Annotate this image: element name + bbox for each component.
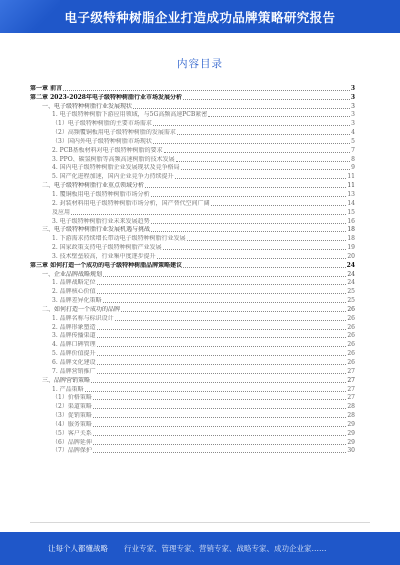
toc-entry-page: 26 xyxy=(347,314,355,322)
toc-entry-page: 5 xyxy=(351,137,355,145)
toc-entry-page: 3 xyxy=(351,102,355,110)
toc-leader-dots xyxy=(211,205,347,206)
toc-entry[interactable] xyxy=(30,323,355,332)
toc-entry-page: 26 xyxy=(347,332,355,340)
toc-leader-dots xyxy=(153,125,350,126)
toc-entry[interactable] xyxy=(30,296,355,305)
toc-entry-label: 二、电子级特种树脂行业重点领域分析 xyxy=(42,182,145,190)
toc-entry-label: 3. 电子级特种树脂行业未来发展趋势 xyxy=(52,217,150,225)
toc-leader-dots xyxy=(183,267,346,268)
toc-entry-label: 二、如何打造一个成功的品牌 xyxy=(42,305,121,313)
toc-leader-dots xyxy=(103,302,347,303)
toc-entry[interactable] xyxy=(30,137,355,146)
toc-leader-dots xyxy=(187,240,347,241)
toc-leader-dots xyxy=(91,382,346,383)
toc-leader-dots xyxy=(181,169,351,170)
toc-leader-dots xyxy=(145,187,346,188)
toc-entry-label: 3. 品牌传播渠道 xyxy=(52,332,96,340)
toc-entry[interactable] xyxy=(30,190,355,199)
header-decoration xyxy=(0,0,60,33)
toc-entry[interactable] xyxy=(30,270,355,279)
toc-leader-dots xyxy=(97,284,347,285)
toc-entry-label: 1. 下游需求持续增长带动电子级特种树脂行业发展 xyxy=(52,235,186,243)
toc-entry-label: 1. 覆铜板用电子级特种树脂市场分析 xyxy=(52,190,150,198)
toc-entry-label: 一、电子级特种树脂行业发展现状 xyxy=(42,102,133,110)
toc-entry[interactable] xyxy=(30,340,355,349)
toc-entry[interactable] xyxy=(30,164,355,173)
toc-leader-dots xyxy=(97,373,347,374)
toc-leader-dots xyxy=(164,152,351,153)
footer-banner xyxy=(0,532,400,565)
toc-leader-dots xyxy=(93,426,347,427)
toc-entry-page: 24 xyxy=(347,279,355,287)
toc-entry-label: 4. 品牌口碑管理 xyxy=(52,341,96,349)
toc-entry[interactable] xyxy=(30,411,355,420)
toc-entry-page: 14 xyxy=(347,199,355,207)
toc-entry-label: 2. 国家政策支持电子级特种树脂产业发展 xyxy=(52,244,162,252)
toc-entry[interactable] xyxy=(30,287,355,296)
toc-entry-page: 7 xyxy=(351,146,355,154)
toc-entry[interactable] xyxy=(30,261,355,270)
toc-leader-dots xyxy=(153,143,350,144)
toc-leader-dots xyxy=(97,329,347,330)
toc-entry-label: 第一章 前言 xyxy=(30,84,63,92)
toc-leader-dots xyxy=(175,178,347,179)
toc-entry[interactable] xyxy=(30,402,355,411)
toc-entry[interactable] xyxy=(30,429,355,438)
toc-entry-page: 19 xyxy=(347,244,355,252)
toc-entry[interactable] xyxy=(30,93,355,102)
toc-entry-label: （3）促销策略 xyxy=(52,412,92,420)
toc-entry-page: 26 xyxy=(347,305,355,313)
toc-entry[interactable] xyxy=(30,447,355,456)
toc-entry-page: 24 xyxy=(346,261,355,269)
toc-leader-dots xyxy=(208,116,350,117)
toc-entry-label: 3. PPO、碳氢树脂等高频高速树脂的技术发展 xyxy=(52,155,175,163)
toc-entry-page: 29 xyxy=(347,420,355,428)
toc-leader-dots xyxy=(177,134,350,135)
toc-entry[interactable] xyxy=(30,172,355,181)
toc-entry-page: 11 xyxy=(347,182,355,190)
toc-entry-label: 2. PCB基板材料对电子级特种树脂的要求 xyxy=(52,146,163,154)
footer-slogan: 让每个人都懂战略 xyxy=(48,544,108,553)
toc-entry-label: 1. 产品策略 xyxy=(52,385,84,393)
toc-entry[interactable] xyxy=(30,119,355,128)
toc-entry-page: 27 xyxy=(347,385,355,393)
toc-entry-page: 26 xyxy=(347,350,355,358)
toc-entry[interactable] xyxy=(30,208,355,217)
toc-entry-page: 3 xyxy=(351,111,355,119)
toc-entry-page: 27 xyxy=(347,394,355,402)
toc-entry-label: 6. 品牌文化建设 xyxy=(52,359,96,366)
toc-leader-dots xyxy=(157,258,347,259)
toc-leader-dots xyxy=(93,399,347,400)
toc-entry-label: 1. 电子级特种树脂下游应用领域，与5G高频高速PCB紧密 xyxy=(52,111,208,119)
toc-entry[interactable] xyxy=(30,358,355,367)
toc-entry-label: 7. 品牌营销推广 xyxy=(52,367,96,375)
toc-entry[interactable] xyxy=(30,155,355,164)
toc-leader-dots xyxy=(93,444,347,445)
toc-leader-dots xyxy=(93,435,347,436)
toc-leader-dots xyxy=(85,391,347,392)
toc-leader-dots xyxy=(63,90,350,91)
toc-entry[interactable] xyxy=(30,305,355,314)
toc-entry-page: 3 xyxy=(350,84,355,92)
toc-leader-dots xyxy=(103,276,346,277)
toc-entry[interactable] xyxy=(30,217,355,226)
toc-entry-page: 4 xyxy=(351,129,355,137)
toc-entry[interactable] xyxy=(30,234,355,243)
toc-entry[interactable] xyxy=(30,279,355,288)
toc-entry-label: 5. 品牌价值提升 xyxy=(52,350,96,358)
toc-leader-dots xyxy=(115,320,347,321)
toc-entry-label: 2. 封装材料用电子级特种树脂市场分析，国产替代空间广阔 xyxy=(52,199,210,207)
toc-entry-label: 3. 品牌差异化策略 xyxy=(52,297,102,305)
toc-entry-label: （6）品牌延伸 xyxy=(52,438,92,446)
toc-entry-page: 26 xyxy=(347,323,355,331)
report-title: 电子级特种树脂企业打造成功品牌策略研究报告 xyxy=(64,9,336,25)
table-of-contents xyxy=(30,84,355,516)
toc-entry[interactable] xyxy=(30,199,355,208)
toc-leader-dots xyxy=(176,161,351,162)
toc-entry[interactable] xyxy=(30,314,355,323)
toc-leader-dots xyxy=(97,346,347,347)
toc-entry-page: 8 xyxy=(351,155,355,163)
toc-leader-dots xyxy=(121,311,346,312)
toc-entry-label: 2. 品牌核心价值 xyxy=(52,288,96,296)
toc-entry[interactable] xyxy=(30,420,355,429)
toc-entry-page: 25 xyxy=(347,297,355,305)
toc-leader-dots xyxy=(151,223,347,224)
toc-entry[interactable] xyxy=(30,385,355,394)
toc-entry-label: （1）价格策略 xyxy=(52,394,92,402)
toc-entry-page: 28 xyxy=(347,403,355,411)
toc-leader-dots xyxy=(93,452,347,453)
toc-entry-label: 5. 国产化进程加速，国内企业竞争力持续提升 xyxy=(52,173,174,181)
toc-entry-page: 29 xyxy=(347,438,355,446)
toc-entry-page: 3 xyxy=(351,120,355,128)
toc-entry-page: 24 xyxy=(347,270,355,278)
toc-entry-label: 三、品牌营销策略 xyxy=(42,376,91,384)
toc-entry-page: 18 xyxy=(347,226,355,234)
toc-entry-label: 4. 国内电子级特种树脂企业发展现状及竞争格局 xyxy=(52,164,180,172)
toc-entry-label: 第二章 2023-2028年电子级特种树脂行业市场发展分析 xyxy=(30,93,182,101)
toc-entry-page: 26 xyxy=(347,341,355,349)
toc-entry-page: 15 xyxy=(347,208,355,216)
toc-heading: 内容目录 xyxy=(177,58,223,70)
toc-entry-page: 13 xyxy=(347,190,355,198)
toc-entry-label: （2）高频覆铜板用电子级特种树脂的发展需求 xyxy=(52,129,176,137)
footer-divider xyxy=(30,522,370,523)
toc-leader-dots xyxy=(97,355,347,356)
toc-entry[interactable] xyxy=(30,181,355,190)
toc-leader-dots xyxy=(151,231,346,232)
toc-entry-label: 第三章 如何打造一个成功的电子级特种树脂品牌策略建议 xyxy=(30,261,183,269)
toc-entry-label: 2. 品牌形象塑造 xyxy=(52,323,96,331)
toc-leader-dots xyxy=(163,249,347,250)
toc-entry-label: （4）服务策略 xyxy=(52,420,92,428)
toc-entry[interactable] xyxy=(30,367,355,376)
report-header-banner xyxy=(0,0,400,33)
toc-entry-label: （5）客户关系 xyxy=(52,429,92,437)
toc-entry-label: 1. 品牌战略定位 xyxy=(52,279,96,287)
toc-leader-dots xyxy=(97,293,347,294)
toc-entry[interactable] xyxy=(30,349,355,358)
toc-entry[interactable] xyxy=(30,102,355,111)
toc-entry[interactable] xyxy=(30,111,355,120)
toc-leader-dots xyxy=(133,108,350,109)
footer-experts: 行业专家、管理专家、营销专家、战略专家、成功企业家…… xyxy=(124,544,327,553)
toc-entry-page: 26 xyxy=(347,359,355,366)
toc-entry-page: 30 xyxy=(347,447,355,455)
toc-entry[interactable] xyxy=(30,394,355,403)
toc-entry-label: 一、企业品牌战略规划 xyxy=(42,270,103,278)
toc-leader-dots xyxy=(183,99,350,100)
toc-leader-dots xyxy=(97,364,347,365)
toc-entry-label: （3）国内外电子级特种树脂市场现状 xyxy=(52,137,152,145)
toc-leader-dots xyxy=(151,196,347,197)
toc-leader-dots xyxy=(71,214,346,215)
toc-entry[interactable] xyxy=(30,226,355,235)
toc-entry-page: 16 xyxy=(347,217,355,225)
toc-leader-dots xyxy=(97,337,347,338)
toc-entry[interactable] xyxy=(30,438,355,447)
toc-entry-label: （2）渠道策略 xyxy=(52,403,92,411)
toc-entry-page: 27 xyxy=(347,367,355,375)
toc-entry-page: 18 xyxy=(347,235,355,243)
toc-entry-label: （1）电子级特种树脂的主要市场需求 xyxy=(52,120,152,128)
toc-entry-page: 29 xyxy=(347,429,355,437)
toc-entry[interactable] xyxy=(30,84,355,93)
toc-entry-page: 20 xyxy=(347,252,355,260)
toc-entry-page: 3 xyxy=(350,93,355,101)
toc-entry-page: 28 xyxy=(347,412,355,420)
toc-entry-label: 三、电子级特种树脂行业发展机遇与挑战 xyxy=(42,226,151,234)
toc-entry-page: 27 xyxy=(347,376,355,384)
toc-entry[interactable] xyxy=(30,376,355,385)
toc-entry[interactable] xyxy=(30,332,355,341)
toc-entry-label: 1. 品牌名称与标识设计 xyxy=(52,314,114,322)
toc-entry[interactable] xyxy=(30,243,355,252)
toc-entry[interactable] xyxy=(30,128,355,137)
toc-entry-page: 11 xyxy=(347,173,355,181)
toc-entry-label: （7）品牌保护 xyxy=(52,447,92,455)
toc-entry[interactable] xyxy=(30,252,355,261)
toc-leader-dots xyxy=(93,408,347,409)
toc-entry-label: 3. 技术壁垒较高，行业集中度逐步提升 xyxy=(52,252,156,260)
toc-entry-label: 及应用 xyxy=(52,208,71,216)
toc-leader-dots xyxy=(93,417,347,418)
toc-entry-page: 9 xyxy=(351,164,355,172)
toc-entry-page: 25 xyxy=(347,288,355,296)
toc-entry[interactable] xyxy=(30,146,355,155)
